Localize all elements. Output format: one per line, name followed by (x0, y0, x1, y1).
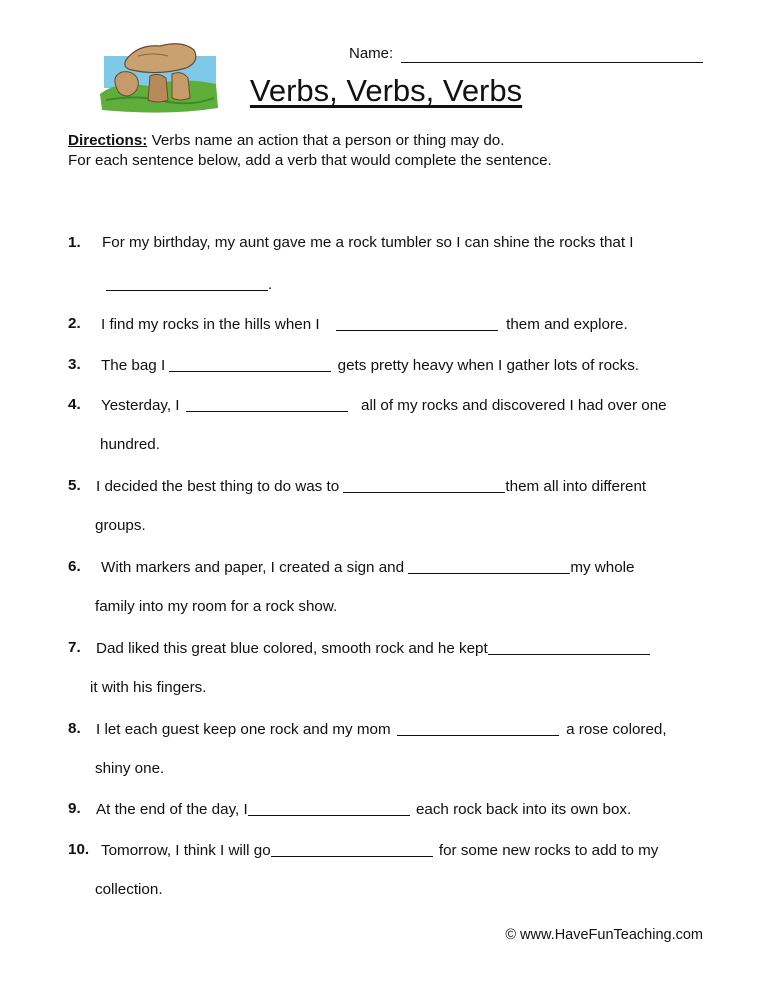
question-text-after: a rose colored, (566, 721, 667, 738)
question-text: I find my rocks in the hills when I (101, 316, 320, 333)
answer-blank[interactable] (408, 557, 570, 574)
question-line (101, 557, 634, 578)
question-text: Dad liked this great blue colored, smooth rock and he kept (96, 640, 488, 657)
question-line (96, 638, 650, 659)
question-text-continued: groups. (95, 517, 146, 534)
answer-blank[interactable] (186, 395, 348, 412)
question-text-after: them and explore. (506, 316, 628, 333)
question-line (101, 314, 628, 335)
question-text-after: for some new rocks to add to my (438, 842, 659, 859)
question-line (101, 395, 667, 416)
question-text: I decided the best thing to do was to (96, 478, 340, 495)
question-line (96, 719, 667, 740)
question-text: With markers and paper, I created a sign and (101, 559, 405, 576)
question-number: 2. (68, 315, 81, 332)
question-text-continued: hundred. (100, 436, 160, 453)
question-number: 3. (68, 356, 81, 373)
question-text: At the end of the day, I (96, 801, 248, 818)
question-number: 4. (68, 396, 81, 413)
name-field[interactable] (401, 62, 703, 63)
answer-blank[interactable] (336, 314, 498, 331)
answer-blank[interactable] (106, 274, 268, 291)
question-text-continued: family into my room for a rock show. (95, 598, 338, 615)
question-text-after: them all into different (505, 478, 647, 495)
question-text-continued: it with his fingers. (90, 679, 207, 696)
question-number: 6. (68, 558, 81, 575)
answer-blank[interactable] (397, 719, 559, 736)
directions-text-2: For each sentence below, add a verb that would complete the sentence. (68, 152, 552, 169)
directions-text-1: Verbs name an action that a person or thing may do. (151, 132, 505, 149)
answer-blank[interactable] (488, 638, 650, 655)
directions-label: Directions: (68, 132, 148, 149)
question-number: 5. (68, 477, 81, 494)
question-text-after: all of my rocks and discovered I had over one (361, 397, 667, 414)
question-text-continued: shiny one. (95, 760, 165, 777)
question-text: I let each guest keep one rock and my mom (96, 721, 391, 738)
question-text: Yesterday, I (101, 397, 180, 414)
question-text-after: my whole (570, 559, 635, 576)
worksheet-title: Verbs, Verbs, Verbs (249, 73, 523, 108)
answer-blank[interactable] (169, 355, 331, 372)
question-line (96, 799, 631, 820)
answer-blank[interactable] (343, 476, 505, 493)
question-text-after: gets pretty heavy when I gather lots of rocks. (337, 357, 640, 374)
question-text: Tomorrow, I think I will go (101, 842, 271, 859)
question-text: For my birthday, my aunt gave me a rock tumbler so I can shine the rocks that I (102, 234, 634, 251)
question-text-after: each rock back into its own box. (415, 801, 632, 818)
question-number: 9. (68, 800, 81, 817)
answer-blank[interactable] (271, 840, 433, 857)
question-text-continued: collection. (95, 881, 163, 898)
answer-blank[interactable] (248, 799, 410, 816)
directions (68, 131, 552, 171)
name-label: Name: (349, 45, 394, 62)
question-line-2 (106, 274, 272, 295)
question-number: 10. (68, 841, 90, 858)
question-text: The bag I (101, 357, 166, 374)
copyright-footer: © www.HaveFunTeaching.com (505, 927, 703, 943)
question-line (101, 355, 639, 376)
question-number: 1. (68, 234, 81, 251)
question-line (96, 476, 646, 497)
question-text-end: . (268, 276, 273, 293)
question-number: 7. (68, 639, 81, 656)
question-number: 8. (68, 720, 81, 737)
question-line (101, 840, 658, 861)
